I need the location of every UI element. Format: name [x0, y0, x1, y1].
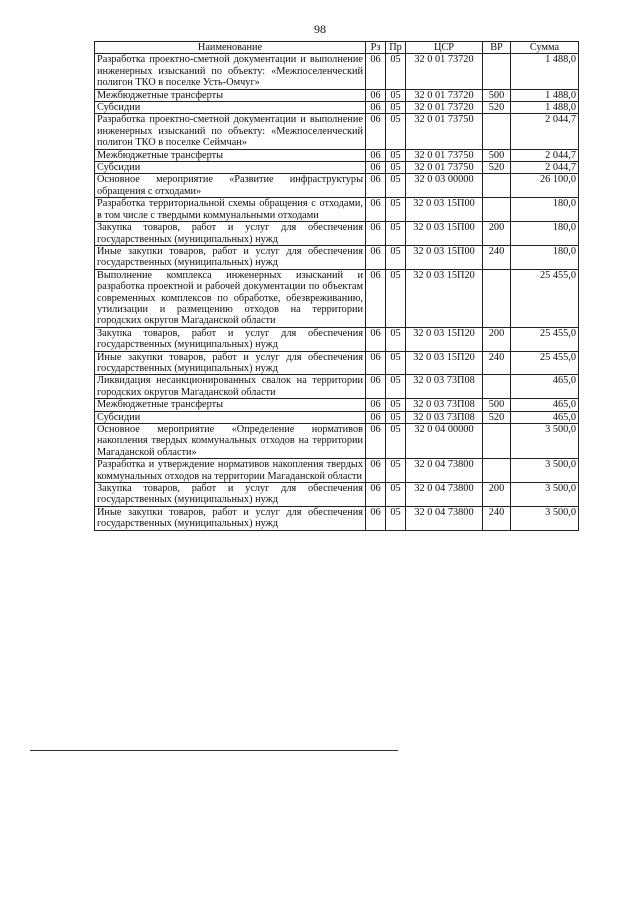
cell-pr: 05: [386, 102, 406, 114]
cell-vr: 520: [483, 162, 511, 174]
cell-csr: 32 0 03 73П08: [406, 399, 483, 411]
cell-vr: [483, 198, 511, 222]
cell-rz: 06: [366, 162, 386, 174]
cell-pr: 05: [386, 54, 406, 89]
cell-rz: 06: [366, 327, 386, 351]
cell-vr: 240: [483, 506, 511, 530]
cell-sum: 3 500,0: [511, 506, 579, 530]
cell-pr: 05: [386, 269, 406, 327]
cell-rz: 06: [366, 351, 386, 375]
table-row: [95, 114, 579, 149]
cell-vr: 200: [483, 483, 511, 507]
cell-vr: [483, 114, 511, 149]
cell-sum: 1 488,0: [511, 102, 579, 114]
cell-vr: [483, 54, 511, 89]
cell-csr: 32 0 01 73720: [406, 54, 483, 89]
cell-sum: 1 488,0: [511, 54, 579, 89]
cell-csr: 32 0 01 73750: [406, 162, 483, 174]
cell-name: Субсидии: [95, 102, 366, 114]
cell-csr: 32 0 01 73750: [406, 149, 483, 161]
cell-sum: 25 455,0: [511, 351, 579, 375]
table-row: [95, 483, 579, 507]
cell-name: Закупка товаров, работ и услуг для обеспечения государственных (муниципальных) нужд: [95, 222, 366, 246]
cell-pr: 05: [386, 483, 406, 507]
cell-rz: 06: [366, 149, 386, 161]
cell-csr: 32 0 03 00000: [406, 174, 483, 198]
table-row: [95, 411, 579, 423]
table-row: [95, 351, 579, 375]
cell-rz: 06: [366, 174, 386, 198]
cell-pr: 05: [386, 411, 406, 423]
cell-name: Иные закупки товаров, работ и услуг для обеспечения государственных (муниципальных) нужд: [95, 506, 366, 530]
cell-rz: 06: [366, 411, 386, 423]
cell-name: Основное мероприятие «Определение нормативов накопления твердых коммунальных отходов на территории Магаданской области»: [95, 424, 366, 459]
table-row: [95, 162, 579, 174]
cell-csr: 32 0 01 73720: [406, 89, 483, 101]
table-row: [95, 459, 579, 483]
cell-vr: 200: [483, 222, 511, 246]
header-pr: Пр: [386, 42, 406, 54]
header-rz: Рз: [366, 42, 386, 54]
cell-name: Закупка товаров, работ и услуг для обеспечения государственных (муниципальных) нужд: [95, 327, 366, 351]
cell-pr: 05: [386, 506, 406, 530]
cell-pr: 05: [386, 149, 406, 161]
table-row: [95, 327, 579, 351]
table-row: [95, 245, 579, 269]
cell-pr: 05: [386, 424, 406, 459]
cell-rz: 06: [366, 269, 386, 327]
cell-pr: 05: [386, 114, 406, 149]
cell-vr: [483, 269, 511, 327]
cell-rz: 06: [366, 459, 386, 483]
cell-pr: 05: [386, 399, 406, 411]
cell-sum: 3 500,0: [511, 459, 579, 483]
cell-vr: 240: [483, 245, 511, 269]
cell-vr: 500: [483, 399, 511, 411]
cell-sum: 465,0: [511, 411, 579, 423]
cell-sum: 180,0: [511, 198, 579, 222]
cell-sum: 1 488,0: [511, 89, 579, 101]
cell-rz: 06: [366, 245, 386, 269]
cell-rz: 06: [366, 424, 386, 459]
table-row: [95, 174, 579, 198]
cell-csr: 32 0 03 15П00: [406, 245, 483, 269]
footnote-rule: [30, 750, 398, 751]
cell-sum: 180,0: [511, 222, 579, 246]
cell-csr: 32 0 01 73720: [406, 102, 483, 114]
cell-name: Разработка и утверждение нормативов накопления твердых коммунальных отходов на территории Магаданской области: [95, 459, 366, 483]
cell-vr: 500: [483, 89, 511, 101]
cell-name: Иные закупки товаров, работ и услуг для обеспечения государственных (муниципальных) нужд: [95, 245, 366, 269]
cell-vr: [483, 424, 511, 459]
cell-sum: 2 044,7: [511, 114, 579, 149]
cell-sum: 2 044,7: [511, 162, 579, 174]
table-row: [95, 198, 579, 222]
cell-csr: 32 0 04 73800: [406, 459, 483, 483]
table-row: [95, 506, 579, 530]
cell-vr: 520: [483, 102, 511, 114]
cell-name: Межбюджетные трансферты: [95, 399, 366, 411]
cell-rz: 06: [366, 89, 386, 101]
header-sum: Сумма: [511, 42, 579, 54]
cell-vr: 520: [483, 411, 511, 423]
cell-rz: 06: [366, 222, 386, 246]
cell-pr: 05: [386, 327, 406, 351]
table-row: [95, 149, 579, 161]
cell-pr: 05: [386, 245, 406, 269]
cell-name: Основное мероприятие «Развитие инфраструктуры обращения с отходами»: [95, 174, 366, 198]
cell-name: Разработка проектно-сметной документации и выполнение инженерных изысканий по объекту: «Межпоселенческий полигон ТКО в поселке Сеймчан»: [95, 114, 366, 149]
header-vr: ВР: [483, 42, 511, 54]
cell-pr: 05: [386, 375, 406, 399]
cell-sum: 180,0: [511, 245, 579, 269]
cell-name: Иные закупки товаров, работ и услуг для обеспечения государственных (муниципальных) нужд: [95, 351, 366, 375]
cell-vr: 500: [483, 149, 511, 161]
table-header-row: [95, 42, 579, 54]
cell-sum: 465,0: [511, 399, 579, 411]
cell-name: Субсидии: [95, 411, 366, 423]
table-row: [95, 399, 579, 411]
cell-name: Межбюджетные трансферты: [95, 149, 366, 161]
cell-rz: 06: [366, 114, 386, 149]
cell-name: Субсидии: [95, 162, 366, 174]
cell-pr: 05: [386, 222, 406, 246]
cell-rz: 06: [366, 102, 386, 114]
budget-table: [94, 41, 579, 531]
cell-vr: 240: [483, 351, 511, 375]
cell-rz: 06: [366, 506, 386, 530]
cell-rz: 06: [366, 483, 386, 507]
cell-rz: 06: [366, 375, 386, 399]
cell-sum: 3 500,0: [511, 424, 579, 459]
cell-pr: 05: [386, 351, 406, 375]
cell-vr: [483, 459, 511, 483]
cell-csr: 32 0 01 73750: [406, 114, 483, 149]
cell-csr: 32 0 03 73П08: [406, 375, 483, 399]
cell-pr: 05: [386, 198, 406, 222]
cell-csr: 32 0 03 15П20: [406, 269, 483, 327]
cell-name: Разработка проектно-сметной документации и выполнение инженерных изысканий по объекту: «Межпоселенческий полигон ТКО в поселке Усть-Омчуг»: [95, 54, 366, 89]
header-name: Наименование: [95, 42, 366, 54]
cell-csr: 32 0 03 15П20: [406, 351, 483, 375]
table-row: [95, 102, 579, 114]
table-row: [95, 89, 579, 101]
cell-csr: 32 0 03 15П00: [406, 222, 483, 246]
cell-name: Разработка территориальной схемы обращения с отходами, в том числе с твердыми коммунальными отходами: [95, 198, 366, 222]
cell-sum: 26 100,0: [511, 174, 579, 198]
cell-vr: 200: [483, 327, 511, 351]
cell-sum: 25 455,0: [511, 327, 579, 351]
cell-rz: 06: [366, 198, 386, 222]
cell-sum: 25 455,0: [511, 269, 579, 327]
cell-rz: 06: [366, 399, 386, 411]
header-csr: ЦСР: [406, 42, 483, 54]
cell-csr: 32 0 03 73П08: [406, 411, 483, 423]
cell-pr: 05: [386, 459, 406, 483]
cell-pr: 05: [386, 174, 406, 198]
cell-csr: 32 0 04 73800: [406, 483, 483, 507]
table-row: [95, 269, 579, 327]
cell-pr: 05: [386, 162, 406, 174]
cell-name: Межбюджетные трансферты: [95, 89, 366, 101]
cell-sum: 2 044,7: [511, 149, 579, 161]
cell-name: Выполнение комплекса инженерных изысканий и разработка проектной и рабочей документации по объектам современных комплексов по обработке, обезвреживанию, утилизации и размещению отходов на территории городских округов Магаданской области: [95, 269, 366, 327]
table-row: [95, 222, 579, 246]
cell-rz: 06: [366, 54, 386, 89]
cell-vr: [483, 174, 511, 198]
cell-name: Ликвидация несанкционированных свалок на территории городских округов Магаданской области: [95, 375, 366, 399]
cell-pr: 05: [386, 89, 406, 101]
cell-sum: 3 500,0: [511, 483, 579, 507]
page-number: 98: [314, 22, 326, 36]
cell-name: Закупка товаров, работ и услуг для обеспечения государственных (муниципальных) нужд: [95, 483, 366, 507]
cell-csr: 32 0 03 15П20: [406, 327, 483, 351]
cell-vr: [483, 375, 511, 399]
table-row: [95, 375, 579, 399]
table-row: [95, 424, 579, 459]
cell-sum: 465,0: [511, 375, 579, 399]
cell-csr: 32 0 04 73800: [406, 506, 483, 530]
cell-csr: 32 0 03 15П00: [406, 198, 483, 222]
cell-csr: 32 0 04 00000: [406, 424, 483, 459]
table-row: [95, 54, 579, 89]
